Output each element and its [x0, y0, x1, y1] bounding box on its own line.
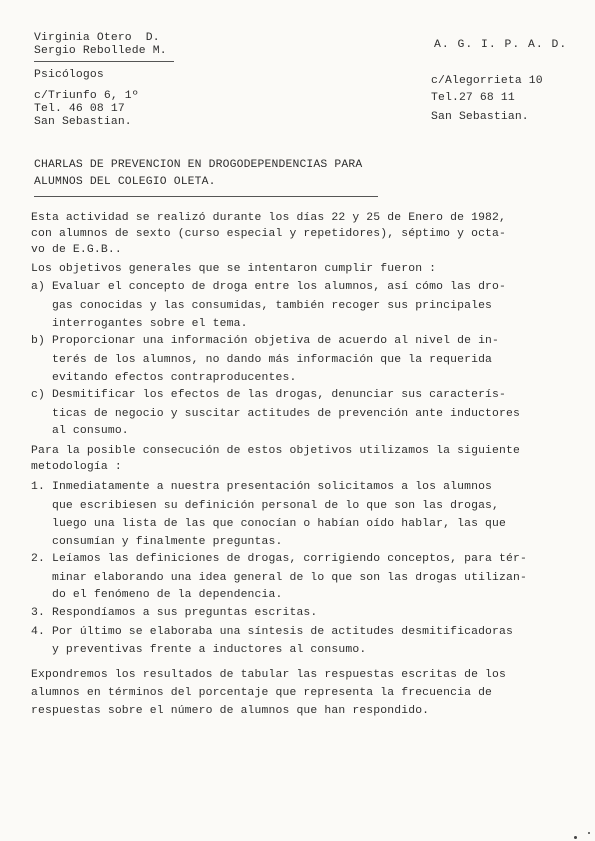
- method-1-line: luego una lista de las que conocían o habían oído hablar, las que: [31, 518, 507, 530]
- method-3-line: 3. Respondíamos a sus preguntas escritas.: [31, 607, 318, 619]
- method-4-line: y preventivas frente a inductores al consumo.: [31, 644, 367, 656]
- body-line: respuestas sobre el número de alumnos que han respondido.: [31, 705, 430, 717]
- method-1-line: consumían y finalmente preguntas.: [31, 536, 283, 548]
- body-line: alumnos en términos del porcentaje que representa la frecuencia de: [31, 687, 493, 699]
- subject-line1: CHARLAS DE PREVENCION EN DROGODEPENDENCIAS PARA: [34, 159, 363, 171]
- objective-b-line: terés de los alumnos, no dando más información que la requerida: [31, 354, 493, 366]
- subject-line2: ALUMNOS DEL COLEGIO OLETA.: [34, 176, 216, 188]
- body-line: vo de E.G.B..: [31, 244, 122, 256]
- objective-b-line: evitando efectos contraproducentes.: [31, 372, 297, 384]
- body-line: Expondremos los resultados de tabular las respuestas escritas de los: [31, 669, 507, 681]
- objective-c-line: c) Desmitificar los efectos de las drogas, denunciar sus caracterís-: [31, 389, 507, 401]
- scan-speck: [588, 832, 590, 834]
- objective-c-line: al consumo.: [31, 425, 129, 437]
- body-line: Los objetivos generales que se intentaron cumplir fueron :: [31, 263, 437, 275]
- method-2-line: minar elaborando una idea general de lo que son las drogas utilizan-: [31, 572, 527, 584]
- method-4-line: 4. Por último se elaboraba una síntesis de actitudes desmitificadoras: [31, 626, 513, 638]
- author-underline: [34, 61, 174, 62]
- scan-speck: [574, 836, 577, 839]
- body-line: con alumnos de sexto (curso especial y repetidores), séptimo y octa-: [31, 228, 507, 240]
- body-line: Para la posible consecución de estos objetivos utilizamos la siguiente: [31, 445, 520, 457]
- method-1-line: que escribiesen su definición personal de lo que son las drogas,: [31, 500, 500, 512]
- objective-a-line: gas conocidas y las consumidas, también recoger sus principales: [31, 300, 493, 312]
- author-names-line1: Virginia Otero D.: [34, 32, 160, 44]
- method-1-line: 1. Inmediatamente a nuestra presentación solicitamos a los alumnos: [31, 481, 493, 493]
- right-phone: Tel.27 68 11: [431, 92, 515, 104]
- method-2-line: do el fenómeno de la dependencia.: [31, 589, 283, 601]
- objective-a-line: a) Evaluar el concepto de droga entre los alumnos, así cómo las dro-: [31, 281, 507, 293]
- objective-b-line: b) Proporcionar una información objetiva de acuerdo al nivel de in-: [31, 335, 500, 347]
- right-address: c/Alegorrieta 10: [431, 75, 543, 87]
- left-phone: Tel. 46 08 17: [34, 103, 125, 115]
- body-line: metodología :: [31, 461, 122, 473]
- body-line: Esta actividad se realizó durante los días 22 y 25 de Enero de 1982,: [31, 212, 507, 224]
- author-names-line2: Sergio Rebollede M.: [34, 45, 167, 57]
- left-city: San Sebastian.: [34, 116, 132, 128]
- method-2-line: 2. Leíamos las definiciones de drogas, corrigiendo conceptos, para tér-: [31, 553, 527, 565]
- right-city: San Sebastian.: [431, 111, 529, 123]
- subject-underline: [34, 196, 378, 197]
- left-address: c/Triunfo 6, 1º: [34, 90, 139, 102]
- profession-label: Psicólogos: [34, 69, 104, 81]
- organization-name: A. G. I. P. A. D.: [434, 39, 568, 51]
- objective-a-line: interrogantes sobre el tema.: [31, 318, 248, 330]
- objective-c-line: ticas de negocio y suscitar actitudes de prevención ante inductores: [31, 408, 520, 420]
